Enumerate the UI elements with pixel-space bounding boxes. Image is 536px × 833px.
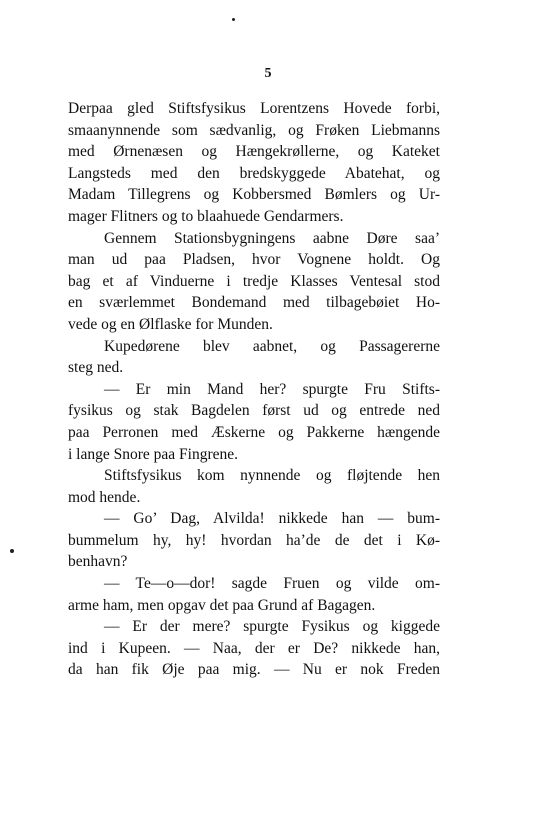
text-line: bag et af Vinduerne i tredje Klasses Ventesal stod	[68, 272, 440, 290]
text-line: — Er min Mand her? spurgte Fru Stifts-	[104, 380, 440, 398]
text-line: benhavn?	[68, 553, 128, 571]
text-line: i lange Snore paa Fingrene.	[68, 445, 239, 463]
text-line: arme ham, men opgav det paa Grund af Bagagen.	[68, 596, 376, 614]
text-line: Madam Tillegrens og Kobbersmed Bømlers og Ur-	[68, 186, 440, 204]
text-line: da han fik Øje paa mig. — Nu er nok Freden	[68, 661, 440, 679]
text-line: smaanynnende som sædvanlig, og Frøken Liebmanns	[68, 121, 440, 139]
text-line: — Go’ Dag, Alvilda! nikkede han — bum-	[104, 510, 440, 528]
text-line: Gennem Stationsbygningens aabne Døre saa’	[104, 229, 440, 247]
ink-speck	[10, 549, 14, 553]
body-text	[68, 98, 440, 681]
text-line: — Er der mere? spurgte Fysikus og kiggede	[104, 618, 440, 636]
text-line: Langsteds med den bredskyggede Abatehat, og	[68, 164, 440, 182]
text-line: — Te—o—dor! sagde Fruen og vilde om-	[104, 575, 440, 593]
text-line: Stiftsfysikus kom nynnende og fløjtende hen	[104, 467, 440, 485]
text-line: mager Flitners og to blaahuede Gendarmers.	[68, 207, 344, 225]
text-line: med Ørnenæsen og Hængekrøllerne, og Kateket	[68, 143, 440, 161]
text-line: bummelum hy, hy! hvordan ha’de de det i Kø-	[68, 531, 440, 549]
text-line: man ud paa Pladsen, hvor Vognene holdt. Og	[68, 251, 440, 269]
text-line: en sværlemmet Bondemand med tilbagebøiet Ho-	[68, 294, 440, 312]
text-line: Kupedørene blev aabnet, og Passagererne	[104, 337, 440, 355]
page-number: 5	[264, 66, 272, 81]
text-line: fysikus og stak Bagdelen først ud og entrede ned	[68, 402, 440, 420]
text-line: Derpaa gled Stiftsfysikus Lorentzens Hovede forbi,	[68, 100, 440, 117]
text-line: ind i Kupeen. — Naa, der er De? nikkede han,	[68, 639, 440, 657]
text-line: vede og en Ølflaske for Munden.	[68, 315, 273, 333]
text-line: paa Perronen med Æskerne og Pakkerne hængende	[68, 423, 440, 441]
text-line: steg ned.	[68, 359, 124, 377]
text-line: mod hende.	[68, 488, 141, 506]
ink-speck	[232, 18, 235, 21]
